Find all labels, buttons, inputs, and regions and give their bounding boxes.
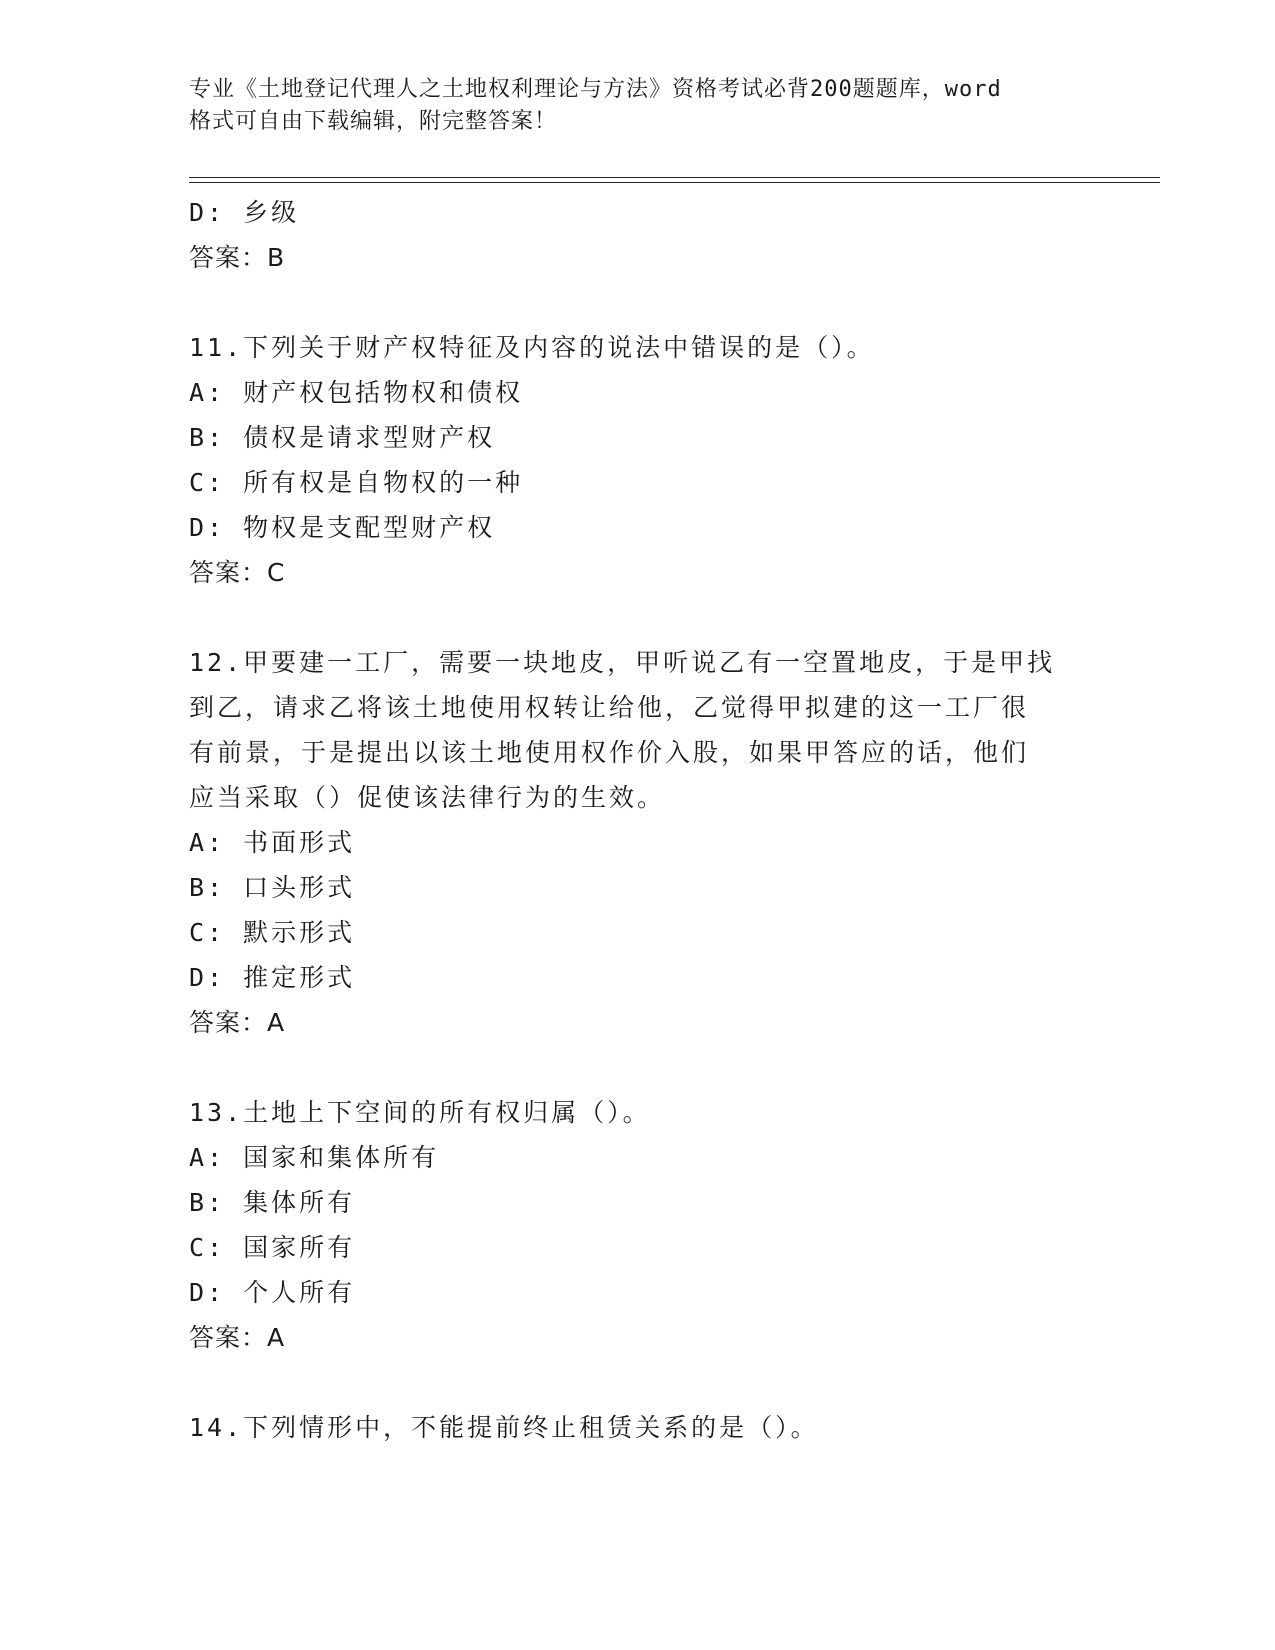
question-12 — [189, 640, 1089, 1045]
question-11 — [189, 325, 1089, 595]
question-stem-line-2: 到乙，请求乙将该土地使用权转让给他，乙觉得甲拟建的这一工厂很 — [189, 693, 1030, 722]
header-line-1: 专业《土地登记代理人之土地权利理论与方法》资格考试必背200题题库，word — [189, 77, 1002, 102]
option-d: D: 物权是支配型财产权 — [189, 513, 496, 542]
question-stem-line-1: 12.甲要建一工厂，需要一块地皮，甲听说乙有一空置地皮，于是甲找 — [189, 648, 1056, 677]
question-stem-line-4: 应当采取（）促使该法律行为的生效。 — [189, 783, 666, 812]
spacer — [189, 1360, 1089, 1405]
header-divider-bottom — [189, 182, 1160, 183]
answer-line: 答案：B — [189, 243, 286, 272]
spacer — [189, 280, 1089, 325]
document-header — [189, 74, 1069, 138]
spacer — [189, 595, 1089, 640]
spacer — [189, 1045, 1089, 1090]
option-d: D: 乡级 — [189, 198, 300, 227]
question-stem: 11.下列关于财产权特征及内容的说法中错误的是（）。 — [189, 333, 875, 362]
question-13 — [189, 1090, 1089, 1360]
question-stem-line-3: 有前景，于是提出以该土地使用权作价入股，如果甲答应的话，他们 — [189, 738, 1030, 767]
question-stem: 14.下列情形中，不能提前终止租赁关系的是（）。 — [189, 1413, 819, 1442]
option-c: C: 默示形式 — [189, 918, 356, 947]
option-a: A: 书面形式 — [189, 828, 356, 857]
option-d: D: 推定形式 — [189, 963, 356, 992]
header-divider-top — [189, 177, 1160, 178]
option-c: C: 所有权是自物权的一种 — [189, 468, 524, 497]
question-14 — [189, 1405, 1089, 1450]
option-b: B: 债权是请求型财产权 — [189, 423, 496, 452]
option-c: C: 国家所有 — [189, 1233, 356, 1262]
option-a: A: 国家和集体所有 — [189, 1143, 440, 1172]
answer-line: 答案：A — [189, 1323, 286, 1352]
option-a: A: 财产权包括物权和债权 — [189, 378, 524, 407]
answer-line: 答案：C — [189, 558, 286, 587]
option-b: B: 集体所有 — [189, 1188, 356, 1217]
question-stem: 13.土地上下空间的所有权归属（）。 — [189, 1098, 651, 1127]
option-d: D: 个人所有 — [189, 1278, 356, 1307]
answer-line: 答案：A — [189, 1008, 286, 1037]
document-body — [189, 190, 1089, 1450]
option-b: B: 口头形式 — [189, 873, 356, 902]
header-line-2: 格式可自由下载编辑，附完整答案！ — [189, 109, 558, 134]
